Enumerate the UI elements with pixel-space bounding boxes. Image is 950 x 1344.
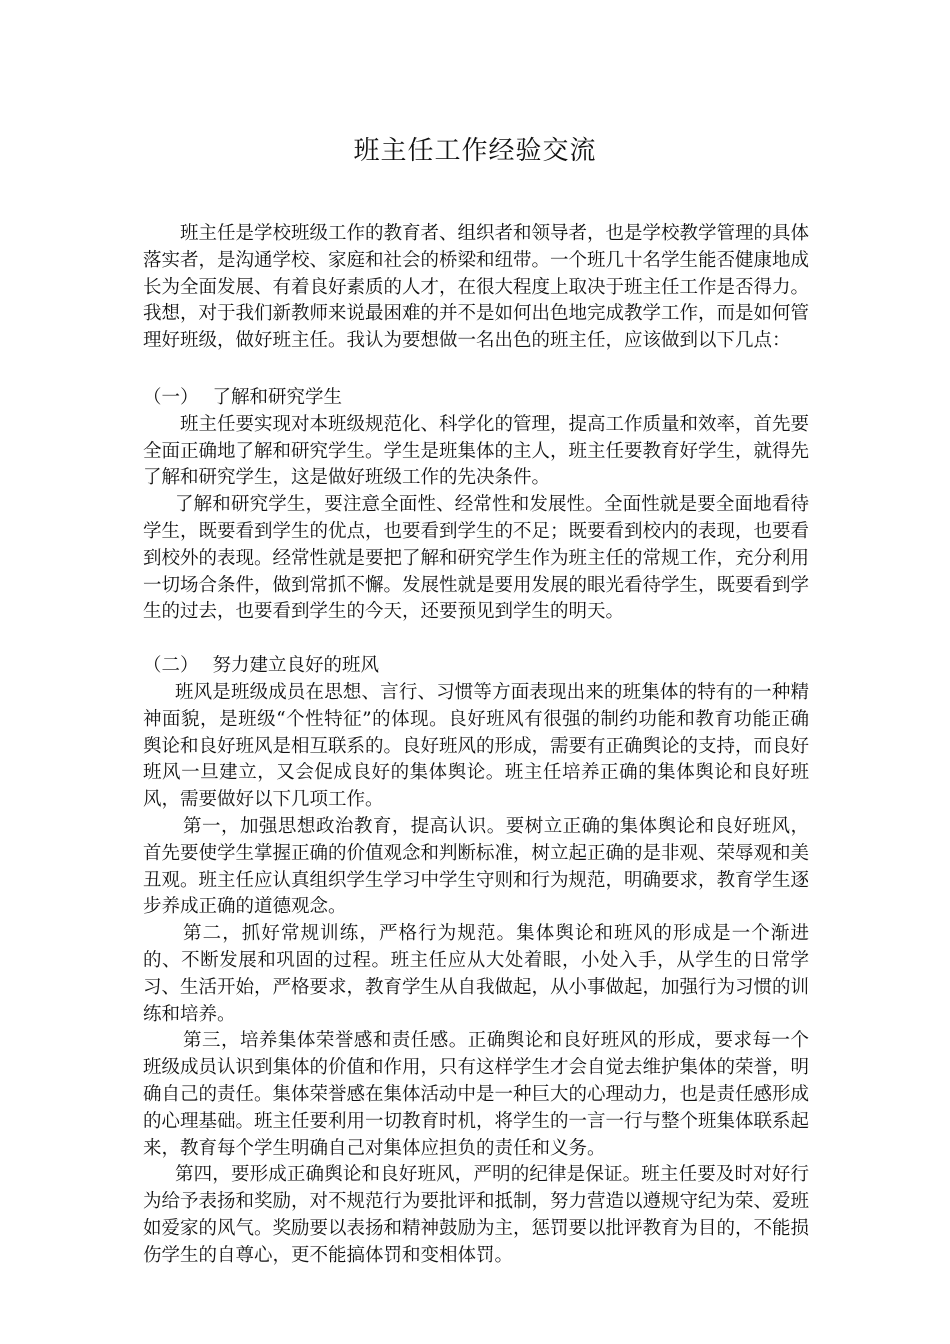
- section-title: 了解和研究学生: [212, 386, 343, 408]
- document-title: 班主任工作经验交流: [353, 136, 597, 166]
- section-title: 努力建立良好的班风: [212, 655, 380, 677]
- body-paragraph: 第一，加强思想政治教育，提高认识。要树立正确的集体舆论和良好班风，首先要使学生掌握正确的价值观念和判断标准，树立起正确的是非观、荣辱观和美丑观。班主任应认真组织学生学习中学生守则和行为规范，明确要求，教育学生逐步养成正确的道德观念。: [143, 815, 810, 918]
- section-number: （二）: [143, 655, 199, 677]
- body-paragraph: 第三，培养集体荣誉感和责任感。正确舆论和良好班风的形成，要求每一个班级成员认识到集体的价值和作用，只有这样学生才会自觉去维护集体的荣誉，明确自己的责任。集体荣誉感在集体活动中是一种巨大的心理动力，也是责任感形成的心理基础。班主任要利用一切教育时机，将学生的一言一行与整个班集体联系起来，教育每个学生明确自己对集体应担负的责任和义务。: [143, 1030, 810, 1159]
- body-paragraph: 班风是班级成员在思想、言行、习惯等方面表现出来的班集体的特有的一种精神面貌，是班级“个性特征”的体现。良好班风有很强的制约功能和教育功能正确舆论和良好班风是相互联系的。良好班风的形成，需要有正确舆论的支持，而良好班风一旦建立，又会促成良好的集体舆论。班主任培养正确的集体舆论和良好班风，需要做好以下几项工作。: [143, 681, 810, 811]
- section-number: （一）: [143, 386, 199, 408]
- section-heading-1: [143, 385, 809, 412]
- section-heading-2: [143, 653, 809, 680]
- body-paragraph: 第二，抓好常规训练，严格行为规范。集体舆论和班风的形成是一个渐进的、不断发展和巩固的过程。班主任应从大处着眼，小处入手，从学生的日常学习、生活开始，严格要求，教育学生从自我做起，从小事做起，加强行为习惯的训练和培养。: [143, 923, 810, 1025]
- body-paragraph: 了解和研究学生，要注意全面性、经常性和发展性。全面性就是要全面地看待学生，既要看到学生的优点，也要看到学生的不足；既要看到校内的表现，也要看到校外的表现。经常性就是要把了解和研究学生作为班主任的常规工作，充分利用一切场合条件，做到常抓不懈。发展性就是要用发展的眼光看待学生，既要看到学生的过去，也要看到学生的今天，还要预见到学生的明天。: [143, 494, 810, 623]
- intro-paragraph: 班主任是学校班级工作的教育者、组织者和领导者，也是学校教学管理的具体落实者，是沟通学校、家庭和社会的桥梁和纽带。一个班几十名学生能否健康地成长为全面发展、有着良好素质的人才，在很大程度上取决于班主任工作是否得力。我想，对于我们新教师来说最困难的并不是如何出色地完成教学工作，而是如何管理好班级，做好班主任。我认为要想做一名出色的班主任，应该做到以下几点：: [143, 223, 810, 352]
- body-paragraph: 第四，要形成正确舆论和良好班风，严明的纪律是保证。班主任要及时对好行为给予表扬和奖励，对不规范行为要批评和抵制，努力营造以遵规守纪为荣、爱班如爱家的风气。奖励要以表扬和精神鼓励为主，惩罚要以批评教育为目的，不能损伤学生的自尊心，更不能搞体罚和变相体罚。: [143, 1164, 810, 1266]
- body-paragraph: 班主任要实现对本班级规范化、科学化的管理，提高工作质量和效率，首先要全面正确地了解和研究学生。学生是班集体的主人，班主任要教育好学生，就得先了解和研究学生，这是做好班级工作的先决条件。: [143, 413, 810, 489]
- document-body: [143, 221, 809, 1269]
